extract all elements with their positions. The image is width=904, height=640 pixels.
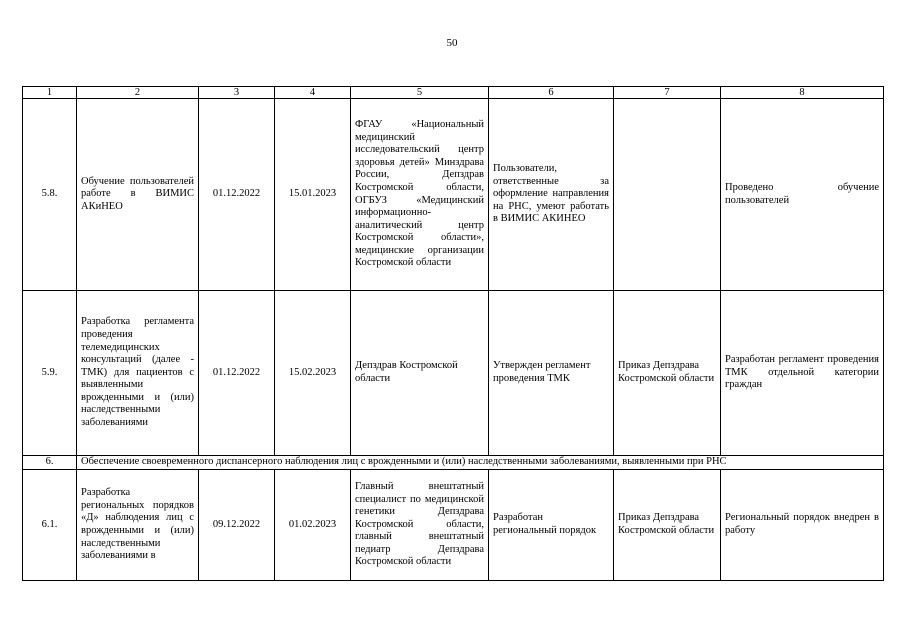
responsible-party	[351, 470, 489, 581]
header-cell: 1	[23, 87, 77, 99]
expected-result: Утвержден регламент проведения ТМК	[489, 291, 614, 456]
end-date: 01.02.2023	[275, 470, 351, 581]
start-date: 01.12.2022	[199, 99, 275, 291]
start-date: 01.12.2022	[199, 291, 275, 456]
responsible-party: ФГАУ «Национальный медицинский исследовательский центр здоровья детей» Минздрава России, Депздрав Костромской области, ОГБУЗ «Медицинский информационно-аналитический центр Костромской области», медицинские организации Костромской области	[351, 99, 489, 291]
header-cell: 7	[614, 87, 721, 99]
section-number: 6.	[23, 456, 77, 470]
table-row	[23, 470, 884, 581]
document-type: Приказ Депздрава Костромской области	[614, 470, 721, 581]
plan-table	[22, 86, 884, 581]
activity-name	[77, 470, 199, 581]
activity-name-text: Разработка региональных порядков «Д» наблюдения лиц с врожденными и (или) наследственными заболеваниями в	[81, 487, 194, 562]
end-date: 15.01.2023	[275, 99, 351, 291]
section-row	[23, 456, 884, 470]
responsible-party: Депздрав Костромской области	[351, 291, 489, 456]
end-date: 15.02.2023	[275, 291, 351, 456]
row-number: 5.9.	[23, 291, 77, 456]
table-row	[23, 291, 884, 456]
header-cell: 2	[77, 87, 199, 99]
row-number: 6.1.	[23, 470, 77, 581]
activity-name-text: Разработка регламента проведения телемедицинских консультаций (далее - ТМК) для пациентов с выявленными врожденными и (или) наследственными заболеваниями	[81, 316, 194, 429]
document-type	[614, 99, 721, 291]
indicator: Проведено обучение пользователей	[721, 99, 884, 291]
page-number: 50	[446, 37, 458, 49]
header-cell: 5	[351, 87, 489, 99]
row-number: 5.8.	[23, 99, 77, 291]
expected-result: Пользователи, ответственные за оформление направления на РНС, умеют работать в ВИМИС АКИНЕО	[489, 99, 614, 291]
activity-name: Обучение пользователей работе в ВИМИС АКиНЕО	[77, 99, 199, 291]
header-cell: 6	[489, 87, 614, 99]
document-type: Приказ Депздрава Костромской области	[614, 291, 721, 456]
indicator: Региональный порядок внедрен в работу	[721, 470, 884, 581]
responsible-party-text: Главный внештатный специалист по медицинской генетики Депздрава Костромской области, главный внештатный педиатр Депздрава Костромской области	[355, 480, 484, 568]
header-cell: 8	[721, 87, 884, 99]
header-row	[23, 87, 884, 99]
activity-name	[77, 291, 199, 456]
table-row	[23, 99, 884, 291]
header-cell: 4	[275, 87, 351, 99]
section-title: Обеспечение своевременного диспансерного наблюдения лиц с врожденными и (или) наследственными заболеваниями, выявленными при РНС	[77, 456, 884, 470]
start-date: 09.12.2022	[199, 470, 275, 581]
header-cell: 3	[199, 87, 275, 99]
expected-result: Разработан региональный порядок	[489, 470, 614, 581]
indicator: Разработан регламент проведения ТМК отдельной категории граждан	[721, 291, 884, 456]
